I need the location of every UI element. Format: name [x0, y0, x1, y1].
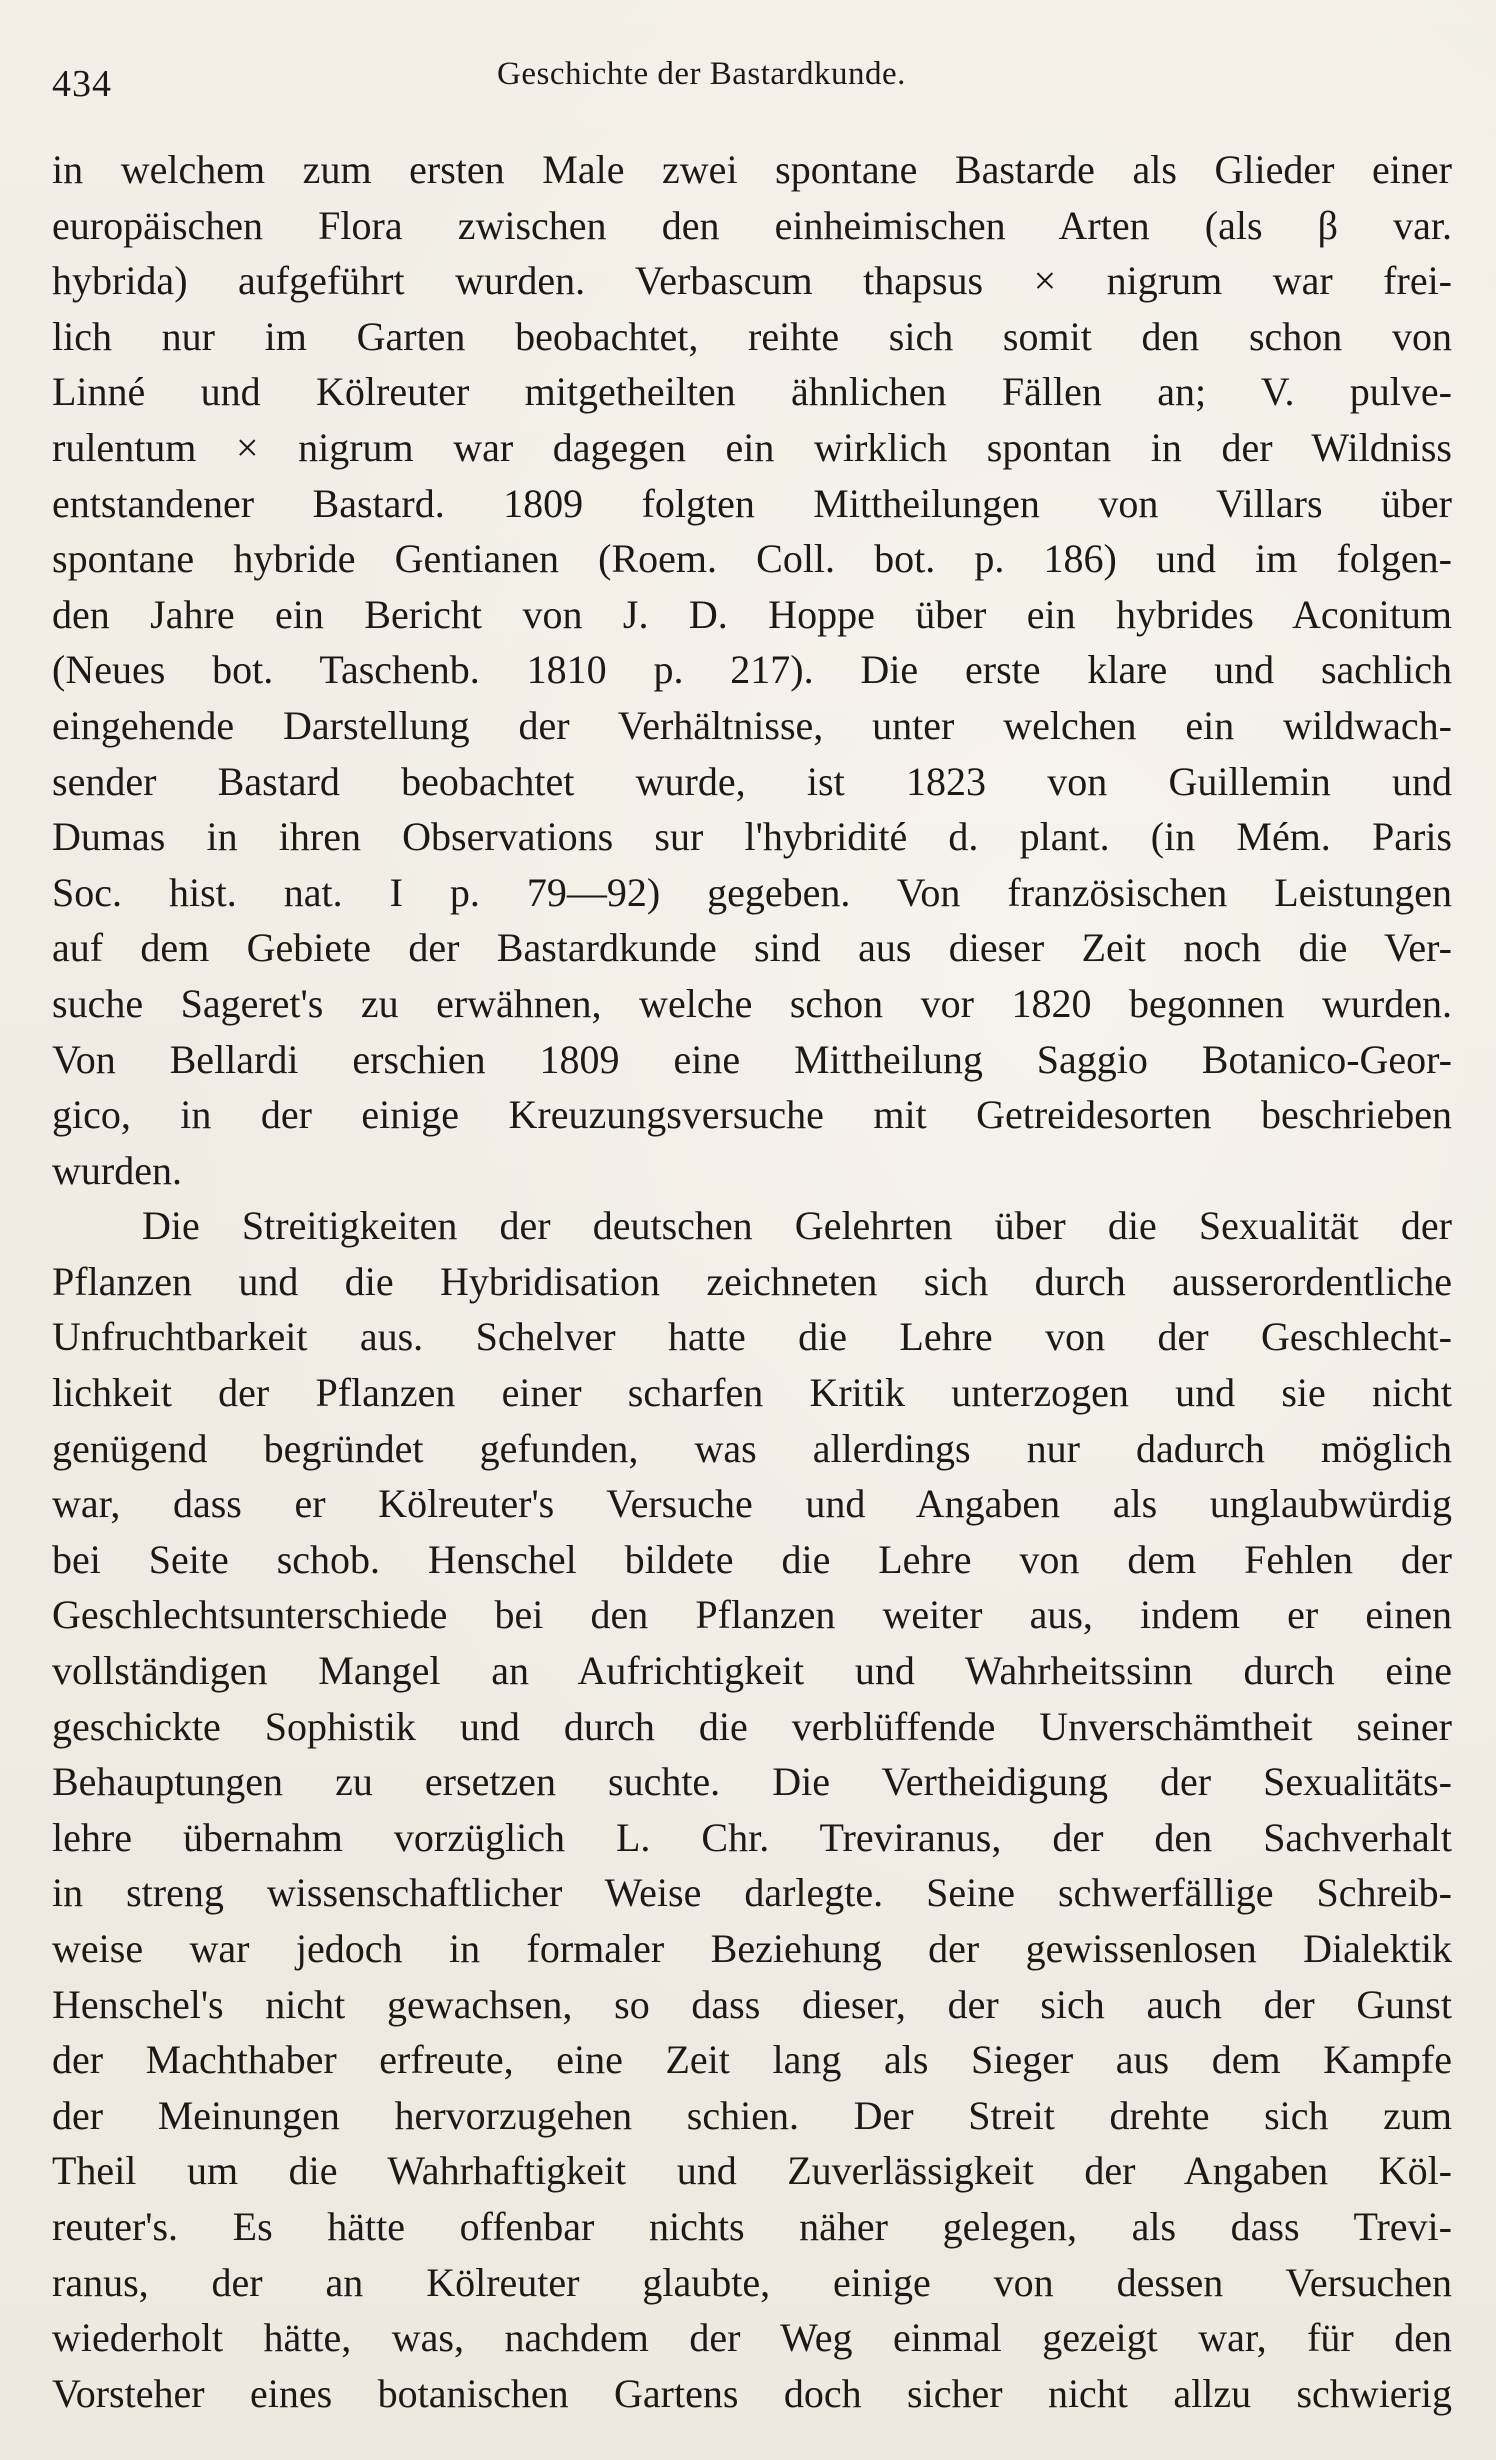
text-line: eingehende Darstellung der Verhältnisse, unter welchen ein wildwach-	[52, 702, 1452, 748]
text-line: lehre übernahm vorzüglich L. Chr. Treviranus, der den Sachverhalt	[52, 1814, 1452, 1860]
text-line: europäischen Flora zwischen den einheimischen Arten (als β var.	[52, 202, 1452, 248]
text-line: Vorsteher eines botanischen Gartens doch sicher nicht allzu schwierig	[52, 2370, 1452, 2416]
text-line: bei Seite schob. Henschel bildete die Lehre von dem Fehlen der	[52, 1536, 1452, 1582]
text-line: Geschlechtsunterschiede bei den Pflanzen weiter aus, indem er einen	[52, 1592, 1452, 1638]
text-line: wurden.	[52, 1147, 182, 1193]
text-line: Linné und Kölreuter mitgetheilten ähnlichen Fällen an; V. pulve-	[52, 369, 1452, 415]
text-line: genügend begründet gefunden, was allerdings nur dadurch möglich	[52, 1425, 1452, 1471]
text-line: lichkeit der Pflanzen einer scharfen Kritik unterzogen und sie nicht	[52, 1370, 1452, 1416]
text-line: ranus, der an Kölreuter glaubte, einige von dessen Versuchen	[52, 2259, 1452, 2305]
text-line: Unfruchtbarkeit aus. Schelver hatte die Lehre von der Geschlecht-	[52, 1314, 1452, 1360]
text-line: reuter's. Es hätte offenbar nichts näher gelegen, als dass Trevi-	[52, 2203, 1452, 2249]
paragraph-2	[52, 1198, 1452, 2421]
text-line: Von Bellardi erschien 1809 eine Mittheilung Saggio Botanico-Geor-	[52, 1036, 1452, 1082]
text-line: rulentum × nigrum war dagegen ein wirklich spontan in der Wildniss	[52, 424, 1452, 470]
text-line: in welchem zum ersten Male zwei spontane Bastarde als Glieder einer	[52, 147, 1452, 192]
text-line: Pflanzen und die Hybridisation zeichneten sich durch ausserordentliche	[52, 1258, 1452, 1304]
text-line: wiederholt hätte, was, nachdem der Weg einmal gezeigt war, für den	[52, 2315, 1452, 2361]
text-line: Henschel's nicht gewachsen, so dass dieser, der sich auch der Gunst	[52, 1981, 1452, 2027]
text-line: war, dass er Kölreuter's Versuche und Angaben als unglaubwürdig	[52, 1481, 1452, 1527]
text-line: Dumas in ihren Observations sur l'hybridité d. plant. (in Mém. Paris	[52, 814, 1452, 860]
text-line: sender Bastard beobachtet wurde, ist 1823 von Guillemin und	[52, 758, 1452, 804]
text-line: auf dem Gebiete der Bastardkunde sind aus dieser Zeit noch die Ver-	[52, 925, 1452, 971]
text-line: suche Sageret's zu erwähnen, welche schon vor 1820 begonnen wurden.	[52, 980, 1452, 1026]
text-line: in streng wissenschaftlicher Weise darlegte. Seine schwerfällige Schreib-	[52, 1870, 1452, 1916]
text-line: lich nur im Garten beobachtet, reihte sich somit den schon von	[52, 313, 1452, 359]
paragraph-1	[52, 142, 1452, 1198]
text-line: den Jahre ein Bericht von J. D. Hoppe über ein hybrides Aconitum	[52, 591, 1452, 637]
text-line: weise war jedoch in formaler Beziehung der gewissenlosen Dialektik	[52, 1926, 1452, 1971]
text-line: Behauptungen zu ersetzen suchte. Die Vertheidigung der Sexualitäts-	[52, 1759, 1452, 1805]
running-head: Geschichte der Bastardkunde.	[497, 56, 906, 92]
text-line: Soc. hist. nat. I p. 79—92) gegeben. Von französischen Leistungen	[52, 869, 1452, 915]
text-line: Die Streitigkeiten der deutschen Gelehrten über die Sexualität der	[142, 1203, 1452, 1249]
body-text	[52, 142, 1452, 2421]
text-line: der Meinungen hervorzugehen schien. Der Streit drehte sich zum	[52, 2092, 1452, 2138]
text-line: Theil um die Wahrhaftigkeit und Zuverlässigkeit der Angaben Köl-	[52, 2148, 1452, 2194]
text-line: spontane hybride Gentianen (Roem. Coll. bot. p. 186) und im folgen-	[52, 536, 1452, 582]
text-line: vollständigen Mangel an Aufrichtigkeit und Wahrheitssinn durch eine	[52, 1648, 1452, 1694]
page-header	[52, 52, 1452, 122]
text-line: entstandener Bastard. 1809 folgten Mittheilungen von Villars über	[52, 480, 1452, 526]
text-line: geschickte Sophistik und durch die verblüffende Unverschämtheit seiner	[52, 1703, 1452, 1749]
text-line: gico, in der einige Kreuzungsversuche mit Getreidesorten beschrieben	[52, 1092, 1452, 1138]
text-line: hybrida) aufgeführt wurden. Verbascum thapsus × nigrum war frei-	[52, 258, 1452, 304]
page-number: 434	[52, 63, 112, 105]
text-line: der Machthaber erfreute, eine Zeit lang als Sieger aus dem Kampfe	[52, 2037, 1452, 2083]
text-line: (Neues bot. Taschenb. 1810 p. 217). Die erste klare und sachlich	[52, 647, 1452, 693]
